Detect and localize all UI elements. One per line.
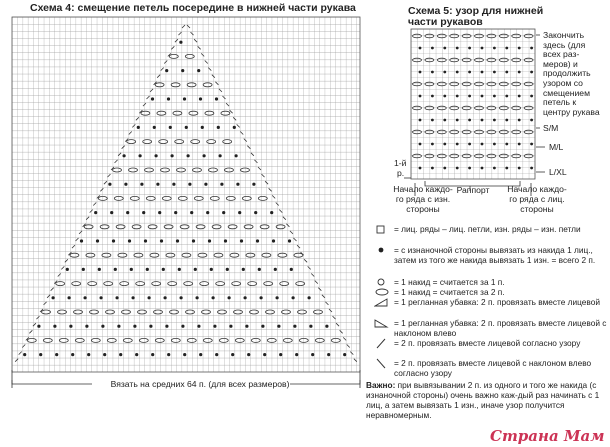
chart5-start-right-2: го ряда с лиц. bbox=[509, 194, 565, 204]
chart5-start-right-1: Начало каждо- bbox=[507, 184, 567, 194]
right-slant-icon bbox=[374, 297, 390, 309]
chart5-start-right-3: стороны bbox=[520, 204, 554, 214]
chart5-start-wrong-1: Начало каждо- bbox=[393, 184, 453, 194]
left-slant-icon bbox=[374, 318, 390, 330]
chart5-size-sm: S/M bbox=[543, 123, 559, 133]
chart5-first-row-2: р. bbox=[397, 168, 405, 178]
chart5-title-line2: части рукавов bbox=[408, 16, 483, 28]
important-label: Важно: bbox=[366, 380, 396, 390]
chart5-size-lxl: L/XL bbox=[549, 167, 567, 177]
chart4-bottom-note: Вязать на средних 64 п. (для всех размеров) bbox=[110, 379, 290, 389]
chart5-repeat: Раппорт bbox=[456, 185, 490, 195]
slash-right-icon bbox=[374, 338, 390, 350]
important-text: при вывязывании 2 п. из одного и того же накида (с изнаночной стороны) очень важно каж-дый раз начинать с 1 лиц, а затем вывязать 1 изн., иначе узор получится неравномерным. bbox=[366, 380, 600, 420]
chart5-title-line1: Схема 5: узор для нижней bbox=[408, 5, 544, 17]
chart5-first-row-1: 1-й bbox=[394, 158, 407, 168]
chart5-side-note: Закончить здесь (для всех раз-меров) и продолжить узором со смещением петель к центру рукава bbox=[543, 30, 600, 117]
watermark: Страна Мам bbox=[490, 427, 605, 445]
chart5-start-wrong-2: го ряда с изн. bbox=[395, 194, 451, 204]
chart5-size-ml: M/L bbox=[549, 142, 564, 152]
slash-left-icon bbox=[374, 358, 390, 370]
square-icon bbox=[374, 224, 390, 236]
important-note bbox=[366, 380, 606, 420]
chart5-start-wrong-3: стороны bbox=[406, 204, 440, 214]
chart4-title: Схема 4: смещение петель посередине в нижней части рукава bbox=[30, 2, 356, 14]
dot-icon bbox=[374, 245, 390, 257]
